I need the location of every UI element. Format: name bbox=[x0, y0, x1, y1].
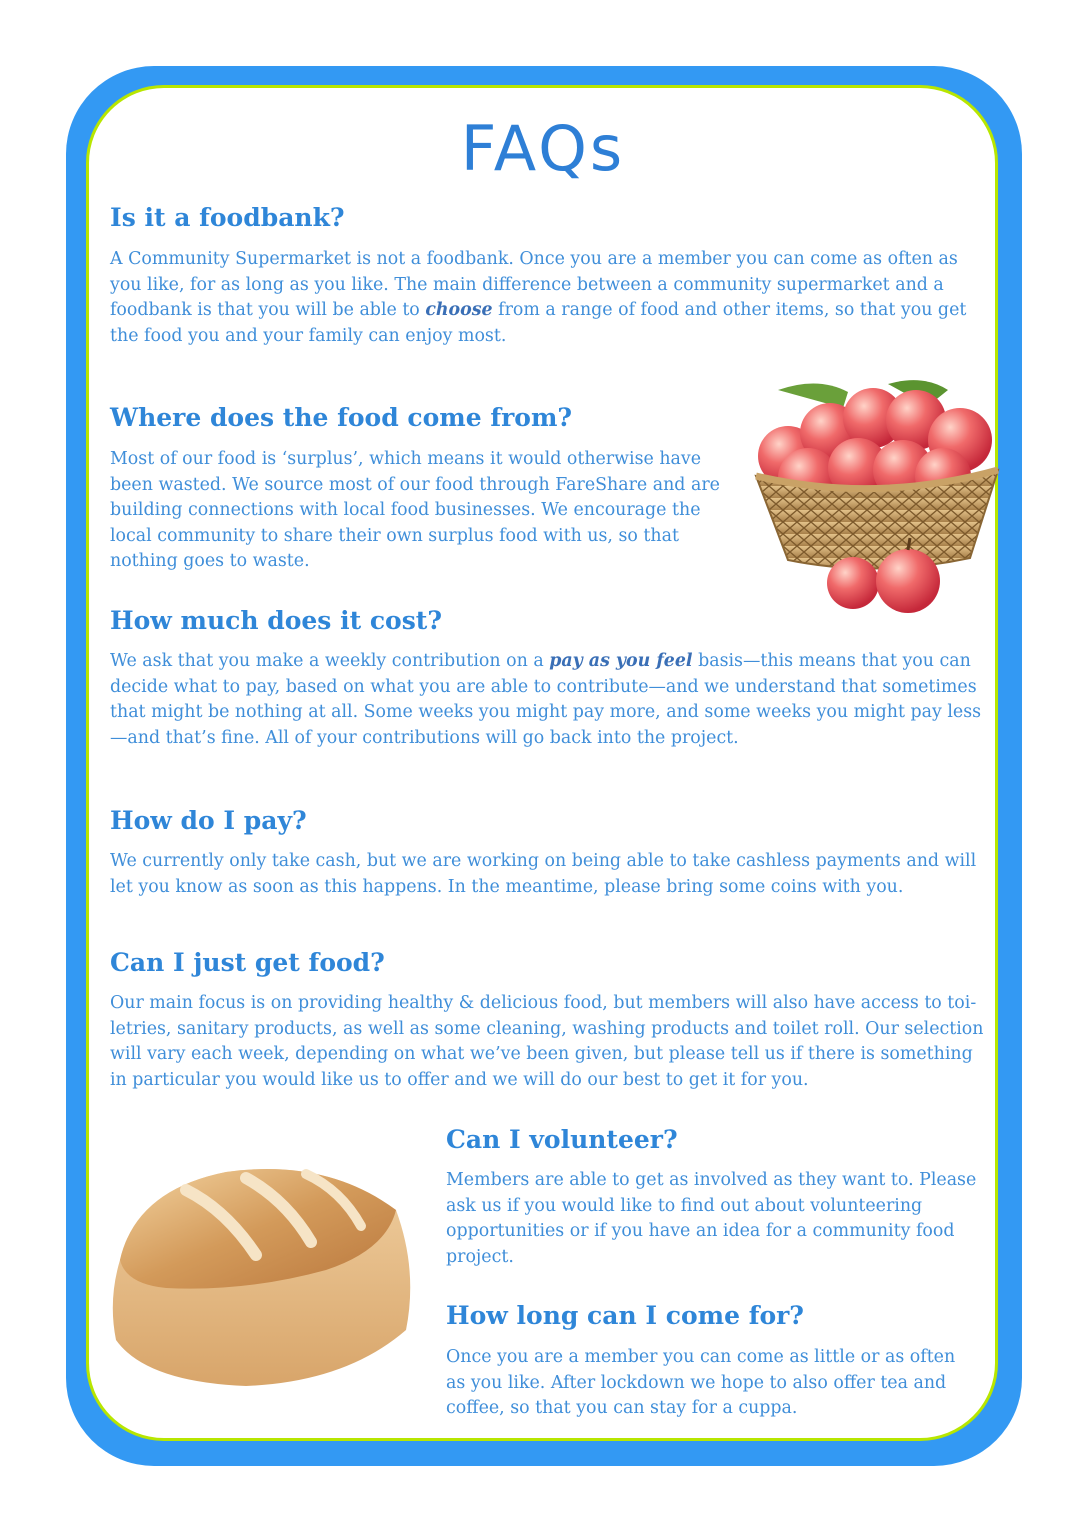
apple-basket-image bbox=[748, 378, 1003, 623]
faq-heading-volunteer: Can I volunteer? bbox=[446, 1125, 678, 1154]
faq-heading-cost: How much does it cost? bbox=[110, 606, 443, 635]
faq-heading-payment: How do I pay? bbox=[110, 806, 307, 835]
faq-heading-duration: How long can I come for? bbox=[446, 1301, 804, 1330]
faq-answer-volunteer: Members are able to get as involved as they want to. Please ask us if you would like to find out about volunteering opportunities or if you have an idea for a community food project. bbox=[446, 1170, 977, 1267]
faq-answer-duration: Once you are a member you can come as little or as often as you like. After lockdown we hope to also offer tea and coffee, so that you can stay for a cuppa. bbox=[446, 1347, 956, 1419]
page-title: FAQs bbox=[460, 112, 626, 185]
faq-heading-foodbank: Is it a foodbank? bbox=[110, 203, 345, 232]
faq-heading-food-source: Where does the food come from? bbox=[110, 403, 573, 432]
faq-answer-payment: We currently only take cash, but we are working on being able to take cashless payments and will let you know as soon as this happens. In the meantime, please bring some coins with you. bbox=[110, 851, 977, 897]
bread-loaf-image bbox=[106, 1150, 418, 1390]
faq-answer-cost: We ask that you make a weekly contribution on a pay as you feel basis—this means that you can decide what to pay, based on what you are able to contribute—and we understand that sometimes that might be nothing at all. Some weeks you might pay more, and some weeks you might pay less—and that’s fine. All of your contributions will go back into the project. bbox=[110, 651, 982, 748]
faq-heading-just-food: Can I just get food? bbox=[110, 948, 385, 977]
faq-answer-just-food: Our main focus is on providing healthy & delicious food, but members will also have access to toi-letries, sanitary products, as well as some cleaning, washing products and toilet roll. Our selection will vary each week, depending on what we’ve been given, but please tell us if there is something in particular you would like us to offer and we will do our best to get it for you. bbox=[110, 993, 984, 1090]
faq-answer-food-source: Most of our food is ‘surplus’, which means it would otherwise have been wasted. We source most of our food through FareShare and are building connections with local food businesses. We encourage the local community to share their own surplus food with us, so that nothing goes to waste. bbox=[110, 449, 720, 572]
faq-answer-foodbank: A Community Supermarket is not a foodbank. Once you are a member you can come as often as you like, for as long as you like. The main difference between a community supermarket and a foodbank is that you will be able to choose from a range of food and other items, so that you get the food you and your family can enjoy most. bbox=[110, 249, 967, 346]
